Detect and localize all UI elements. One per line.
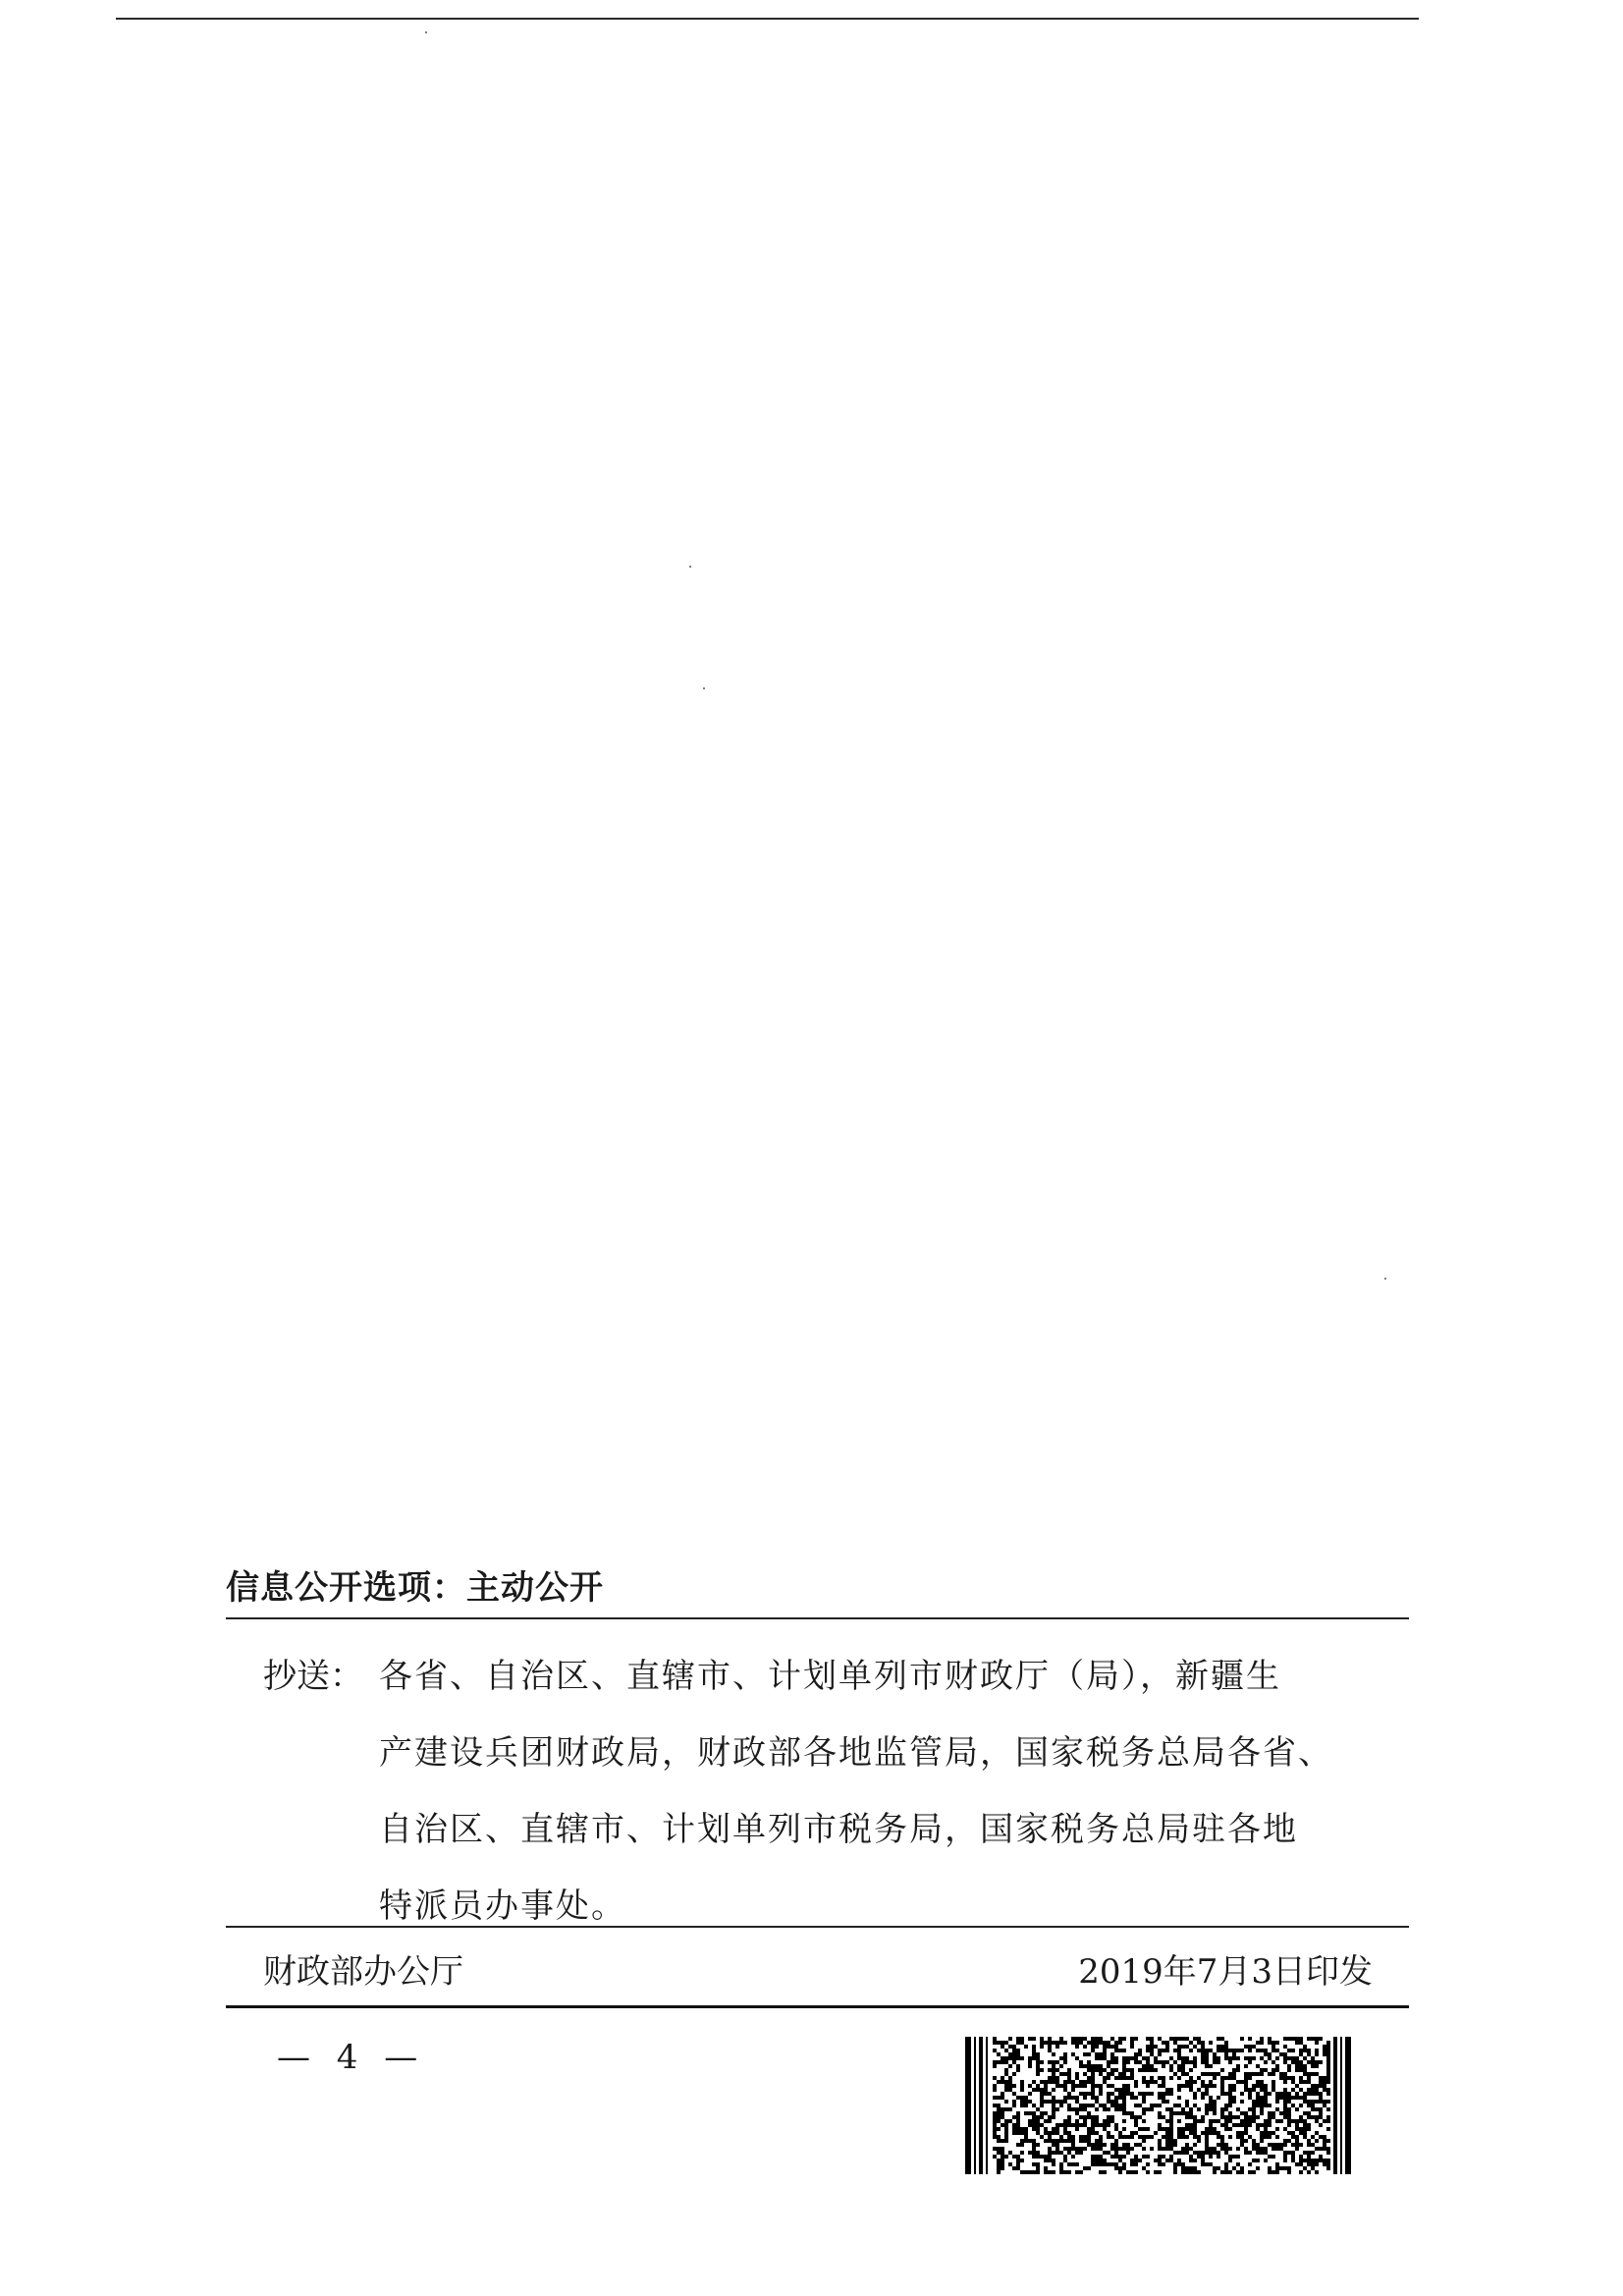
divider-bottom xyxy=(226,2005,1409,2008)
scan-speck xyxy=(689,566,691,568)
top-border-line xyxy=(116,18,1419,20)
barcode-icon xyxy=(965,2037,1353,2174)
cc-first-row xyxy=(263,1638,1373,1715)
divider-top xyxy=(226,1617,1409,1619)
info-disclosure-option: 信息公开选项：主动公开 xyxy=(226,1568,604,1608)
issuer-name: 财政部办公厅 xyxy=(263,1952,463,1992)
cc-line-3: 自治区、直辖市、计划单列市税务局，国家税务总局驻各地 xyxy=(379,1810,1298,1849)
scan-speck xyxy=(703,687,705,689)
cc-line-4: 特派员办事处。 xyxy=(379,1886,626,1926)
scan-speck xyxy=(1384,1278,1386,1280)
divider-middle xyxy=(226,1926,1409,1928)
print-footer xyxy=(263,1944,1373,1993)
cc-block xyxy=(263,1638,1373,1944)
cc-line-1: 各省、自治区、直辖市、计划单列市财政厅（局），新疆生 xyxy=(379,1657,1281,1696)
cc-line-2: 产建设兵团财政局，财政部各地监管局，国家税务总局各省、 xyxy=(379,1733,1333,1773)
scan-speck xyxy=(425,31,427,33)
issue-date: 2019年7月3日印发 xyxy=(1078,1952,1373,1992)
cc-label: 抄送： xyxy=(263,1657,363,1696)
page-number: — 4 — xyxy=(277,2038,426,2077)
